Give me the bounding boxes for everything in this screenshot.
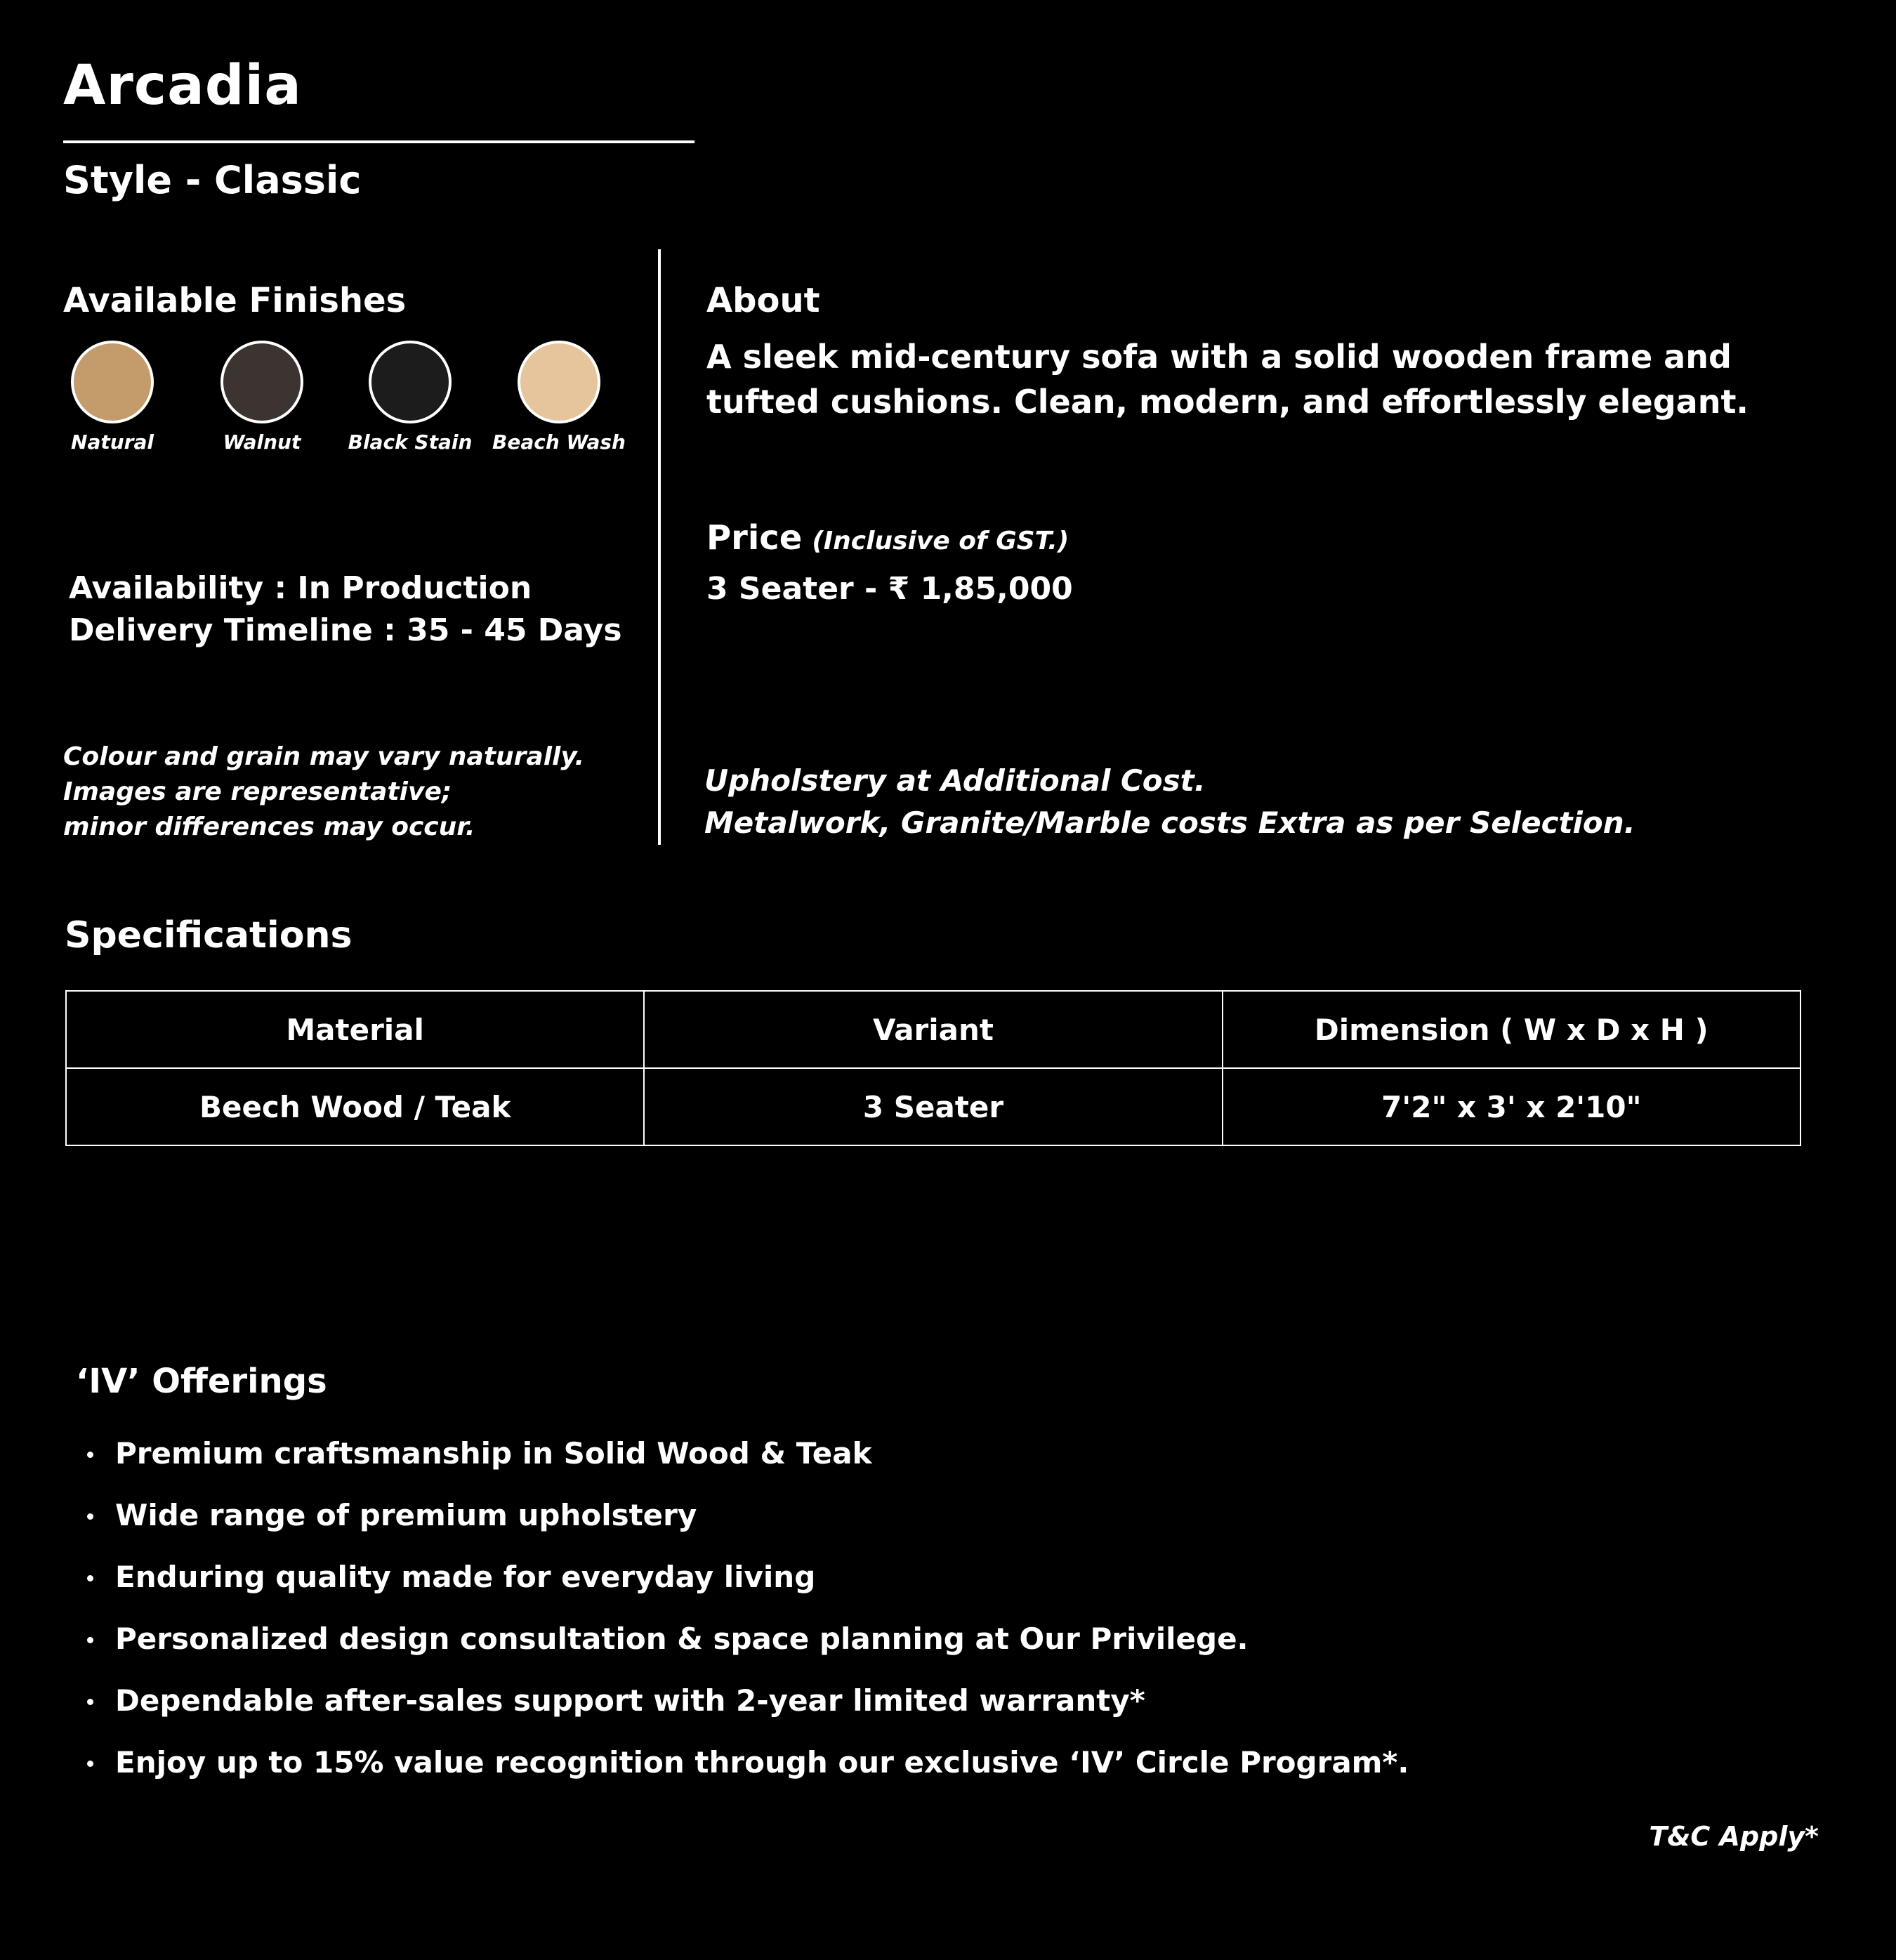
list-item: Premium craftsmanship in Solid Wood & Teak: [82, 1433, 1409, 1494]
availability-info: [69, 567, 622, 652]
style-subtitle: Style - Classic: [63, 158, 362, 202]
list-item: Personalized design consultation & space planning at Our Privilege.: [82, 1618, 1409, 1680]
finish-label: Beach Wash: [492, 430, 626, 454]
terms-note: T&C Apply*: [1649, 1821, 1819, 1852]
product-title: Arcadia: [63, 54, 302, 117]
table-cell: 7'2" x 3' x 2'10": [1223, 1068, 1800, 1145]
specifications-heading: Specifications: [65, 914, 353, 956]
table-cell: 3 Seater: [644, 1068, 1222, 1145]
list-item: Dependable after-sales support with 2-year limited warranty*: [82, 1680, 1409, 1742]
table-header-cell: Variant: [644, 991, 1222, 1068]
price-tax-note: (Inclusive of GST.): [812, 527, 1069, 555]
additional-line: Upholstery at Additional Cost.: [704, 763, 1206, 798]
additional-costs-note: [704, 760, 1635, 844]
column-divider: [658, 249, 661, 845]
price-label: Price: [706, 518, 803, 558]
table-header-row: [66, 991, 1800, 1068]
finish-option-black-stain[interactable]: [343, 341, 477, 454]
disclaimer-line: Colour and grain may vary naturally.: [63, 742, 585, 771]
list-item: Enjoy up to 15% value recognition through our exclusive ‘IV’ Circle Program*.: [82, 1742, 1409, 1803]
finish-option-walnut[interactable]: [195, 341, 329, 454]
title-underline: [63, 140, 694, 143]
about-description: A sleek mid-century sofa with a solid wooden frame and tufted cushions. Clean, modern, and effortlessly elegant.: [706, 338, 1749, 421]
offerings-heading: ‘IV’ Offerings: [76, 1362, 327, 1401]
finish-label: Natural: [71, 430, 154, 454]
about-heading: About: [706, 281, 820, 320]
delivery-timeline: Delivery Timeline : 35 - 45 Days: [69, 612, 622, 648]
disclaimer-note: [63, 739, 584, 845]
offerings-list: [82, 1433, 1409, 1803]
finish-option-beach-wash[interactable]: [492, 341, 626, 454]
finish-swatch: [369, 341, 452, 423]
finish-label: Black Stain: [348, 430, 473, 454]
table-cell: Beech Wood / Teak: [66, 1068, 644, 1145]
list-item: Wide range of premium upholstery: [82, 1494, 1409, 1556]
disclaimer-line: minor differences may occur.: [63, 813, 475, 841]
table-header-cell: Material: [66, 991, 644, 1068]
list-item: Enduring quality made for everyday living: [82, 1556, 1409, 1618]
finish-swatch: [518, 341, 600, 423]
price-value: 3 Seater - ₹ 1,85,000: [706, 571, 1073, 607]
finish-label: Walnut: [223, 430, 301, 454]
finish-swatch: [220, 341, 303, 423]
availability-status: Availability : In Production: [69, 570, 532, 606]
table-header-cell: Dimension ( W x D x H ): [1223, 991, 1800, 1068]
disclaimer-line: Images are representative;: [63, 777, 452, 806]
specifications-table: [65, 990, 1801, 1146]
price-heading: [706, 515, 1069, 568]
table-row: [66, 1068, 1800, 1145]
finishes-heading: Available Finishes: [63, 281, 407, 320]
finish-option-natural[interactable]: [46, 341, 179, 454]
finish-swatch: [71, 341, 154, 423]
additional-line: Metalwork, Granite/Marble costs Extra as per Selection.: [704, 805, 1635, 840]
